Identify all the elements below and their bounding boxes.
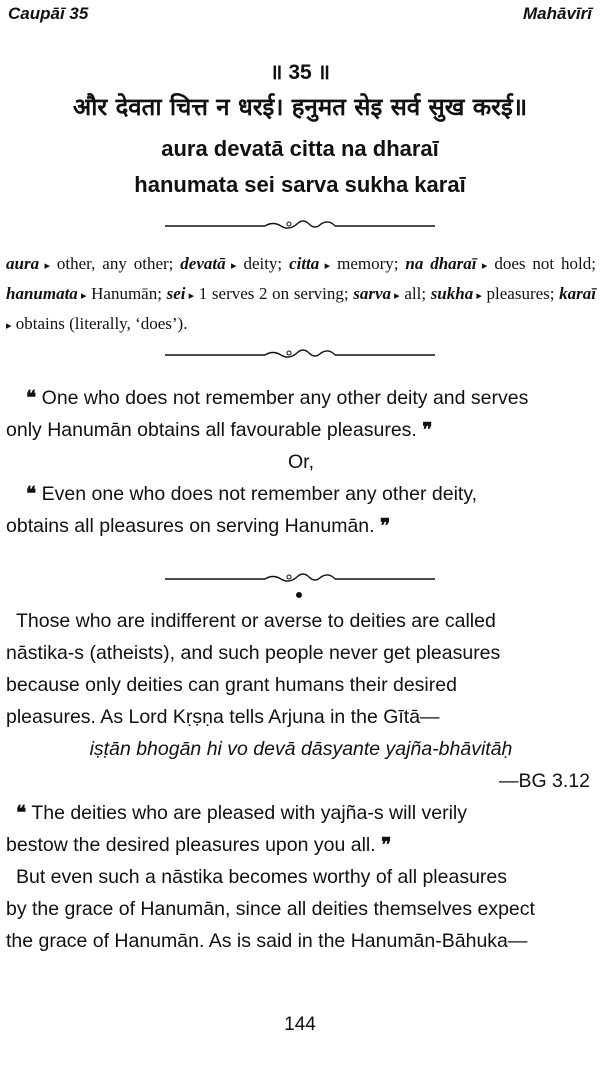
sanskrit-quote: iṣṭān bhogān hi vo devā dāsyante yajña-bhāvitāḥ bbox=[89, 738, 513, 760]
close-quote: ❞ bbox=[422, 419, 433, 441]
translation-paragraph-2 bbox=[6, 478, 596, 542]
gloss-term: sukha bbox=[430, 284, 474, 303]
commentary-line: nāstika-s (atheists), and such people never get pleasures bbox=[6, 642, 501, 664]
open-quote: ❝ bbox=[26, 483, 37, 505]
commentary-line: bestow the desired pleasures upon you all. bbox=[6, 834, 376, 856]
gloss-term: aura bbox=[6, 254, 40, 273]
gloss-meaning: pleasures; bbox=[481, 284, 560, 303]
gloss-meaning: does not hold; bbox=[487, 254, 596, 273]
gloss-term: na dharaī bbox=[405, 254, 477, 273]
ornament-divider bbox=[165, 348, 435, 362]
gloss-meaning: all; bbox=[399, 284, 431, 303]
translation-line: Even one who does not remember any other deity, bbox=[41, 483, 478, 505]
commentary-line: pleasures. As Lord Kṛṣṇa tells Arjuna in the Gītā— bbox=[6, 706, 440, 728]
commentary bbox=[6, 605, 596, 957]
arrow-icon: ▸ bbox=[77, 290, 87, 302]
ornament-divider bbox=[165, 219, 435, 233]
commentary-line: because only deities can grant humans their desired bbox=[6, 674, 457, 696]
gloss-term: citta bbox=[289, 254, 320, 273]
gloss-term: sei bbox=[166, 284, 186, 303]
scripture-reference: —BG 3.12 bbox=[498, 770, 590, 792]
verse-transliteration-line-2: hanumata sei sarva sukha karaī bbox=[134, 172, 466, 197]
commentary-line: by the grace of Hanumān, since all deities themselves expect bbox=[6, 898, 535, 920]
header-book-title: Mahāvīrī bbox=[523, 4, 592, 23]
gloss-term: hanumata bbox=[6, 284, 78, 303]
translation-line: obtains all pleasures on serving Hanumān. bbox=[6, 515, 375, 537]
arrow-icon: ▸ bbox=[225, 260, 237, 272]
gloss-meaning: deity; bbox=[236, 254, 290, 273]
commentary-line: Those who are indifferent or averse to deities are called bbox=[16, 610, 496, 632]
verse-transliteration-line-1: aura devatā citta na dharaī bbox=[161, 136, 439, 161]
arrow-icon: ▸ bbox=[473, 290, 482, 302]
ornament-dot bbox=[296, 592, 302, 598]
close-quote: ❞ bbox=[381, 834, 392, 856]
arrow-icon: ▸ bbox=[319, 260, 331, 272]
gloss-meaning: obtains (literally, ‘does’). bbox=[11, 314, 188, 333]
arrow-icon: ▸ bbox=[39, 260, 50, 272]
verse-devanagari: और देवता चित्त न धरई। हनुमत सेइ सर्व सुख करई॥ bbox=[72, 93, 528, 121]
translation-paragraph-1 bbox=[6, 382, 596, 478]
or-separator: Or, bbox=[287, 451, 314, 473]
arrow-icon: ▸ bbox=[6, 320, 12, 332]
commentary-line: The deities who are pleased with yajña-s will verily bbox=[31, 802, 468, 824]
gloss-term: sarva bbox=[353, 284, 392, 303]
arrow-icon: ▸ bbox=[476, 260, 488, 272]
word-gloss bbox=[6, 250, 596, 340]
gloss-meaning: Hanumān; bbox=[86, 284, 167, 303]
translation-line: only Hanumān obtains all favourable pleasures. bbox=[6, 419, 417, 441]
gloss-term: karaī bbox=[559, 284, 596, 303]
gloss-term: devatā bbox=[180, 254, 226, 273]
header-chapter: Caupāī 35 bbox=[8, 4, 89, 23]
close-quote: ❞ bbox=[379, 515, 391, 537]
ornament-divider bbox=[165, 572, 435, 586]
commentary-line: But even such a nāstika becomes worthy of all pleasures bbox=[16, 866, 508, 888]
verse-number: ॥ 35 ॥ bbox=[269, 61, 331, 84]
open-quote: ❝ bbox=[16, 802, 27, 824]
arrow-icon: ▸ bbox=[391, 290, 400, 302]
running-header bbox=[8, 4, 592, 26]
page-number: 144 bbox=[284, 1014, 316, 1035]
gloss-meaning: other, any other; bbox=[50, 254, 181, 273]
gloss-meaning: 1 serves 2 on serving; bbox=[194, 284, 354, 303]
arrow-icon: ▸ bbox=[185, 290, 195, 302]
commentary-line: the grace of Hanumān. As is said in the Hanumān-Bāhuka— bbox=[6, 930, 528, 952]
translation-line: One who does not remember any other deity and serves bbox=[41, 387, 529, 409]
gloss-meaning: memory; bbox=[330, 254, 406, 273]
open-quote: ❝ bbox=[26, 387, 37, 409]
